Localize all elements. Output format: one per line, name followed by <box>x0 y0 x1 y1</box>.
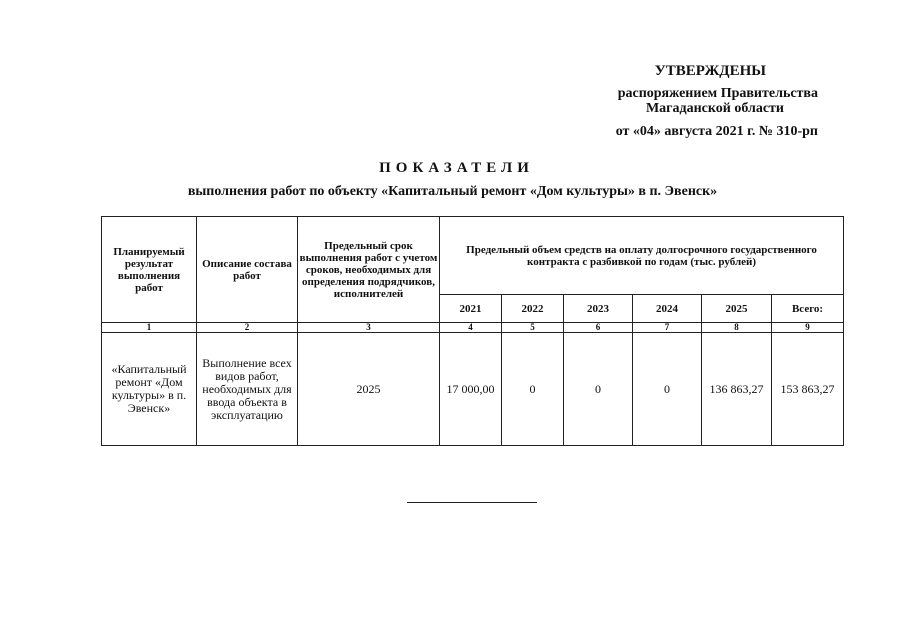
approval-line-3: от «04» августа 2021 г. № 310-рп <box>615 124 818 139</box>
header-year-2021: 2021 <box>440 295 502 323</box>
column-number: 1 <box>102 323 197 333</box>
header-work-description: Описание состава работ <box>197 217 298 323</box>
approval-title: УТВЕРЖДЕНЫ <box>654 63 766 79</box>
column-number: 6 <box>564 323 633 333</box>
document-title: ПОКАЗАТЕЛИ <box>379 160 534 176</box>
header-year-2024: 2024 <box>633 295 702 323</box>
column-number: 3 <box>298 323 440 333</box>
column-number: 4 <box>440 323 502 333</box>
header-year-2025: 2025 <box>702 295 772 323</box>
approval-line-2: Магаданской области <box>645 101 784 116</box>
cell-amount-2023: 0 <box>564 333 633 446</box>
approval-line-1: распоряжением Правительства <box>617 86 818 101</box>
cell-amount-2021: 17 000,00 <box>440 333 502 446</box>
cell-amount-2022: 0 <box>502 333 564 446</box>
cell-amount-total: 153 863,27 <box>772 333 844 446</box>
cell-deadline: 2025 <box>298 333 440 446</box>
header-planned-result: Планируемый результат выполнения работ <box>102 217 197 323</box>
cell-planned-result: «Капитальный ремонт «Дом культуры» в п. Эвенск» <box>102 333 197 446</box>
column-number: 5 <box>502 323 564 333</box>
footer-rule <box>407 502 537 503</box>
indicators-table <box>101 216 844 446</box>
header-year-2023: 2023 <box>564 295 633 323</box>
header-total: Всего: <box>772 295 844 323</box>
document-subtitle: выполнения работ по объекту «Капитальный ремонт «Дом культуры» в п. Эвенск» <box>187 184 718 199</box>
column-number: 2 <box>197 323 298 333</box>
header-funding-group: Предельный объем средств на оплату долгосрочного государственного контракта с разбивкой по годам (тыс. рублей) <box>440 217 844 295</box>
header-year-2022: 2022 <box>502 295 564 323</box>
column-number: 8 <box>702 323 772 333</box>
cell-work-description: Выполнение всех видов работ, необходимых для ввода объекта в эксплуатацию <box>197 333 298 446</box>
column-number: 7 <box>633 323 702 333</box>
cell-amount-2024: 0 <box>633 333 702 446</box>
table-row <box>102 333 844 446</box>
cell-amount-2025: 136 863,27 <box>702 333 772 446</box>
column-number: 9 <box>772 323 844 333</box>
column-numbers-row <box>102 323 844 333</box>
header-deadline: Предельный срок выполнения работ с учетом сроков, необходимых для определения подрядчиков, исполнителей <box>298 217 440 323</box>
